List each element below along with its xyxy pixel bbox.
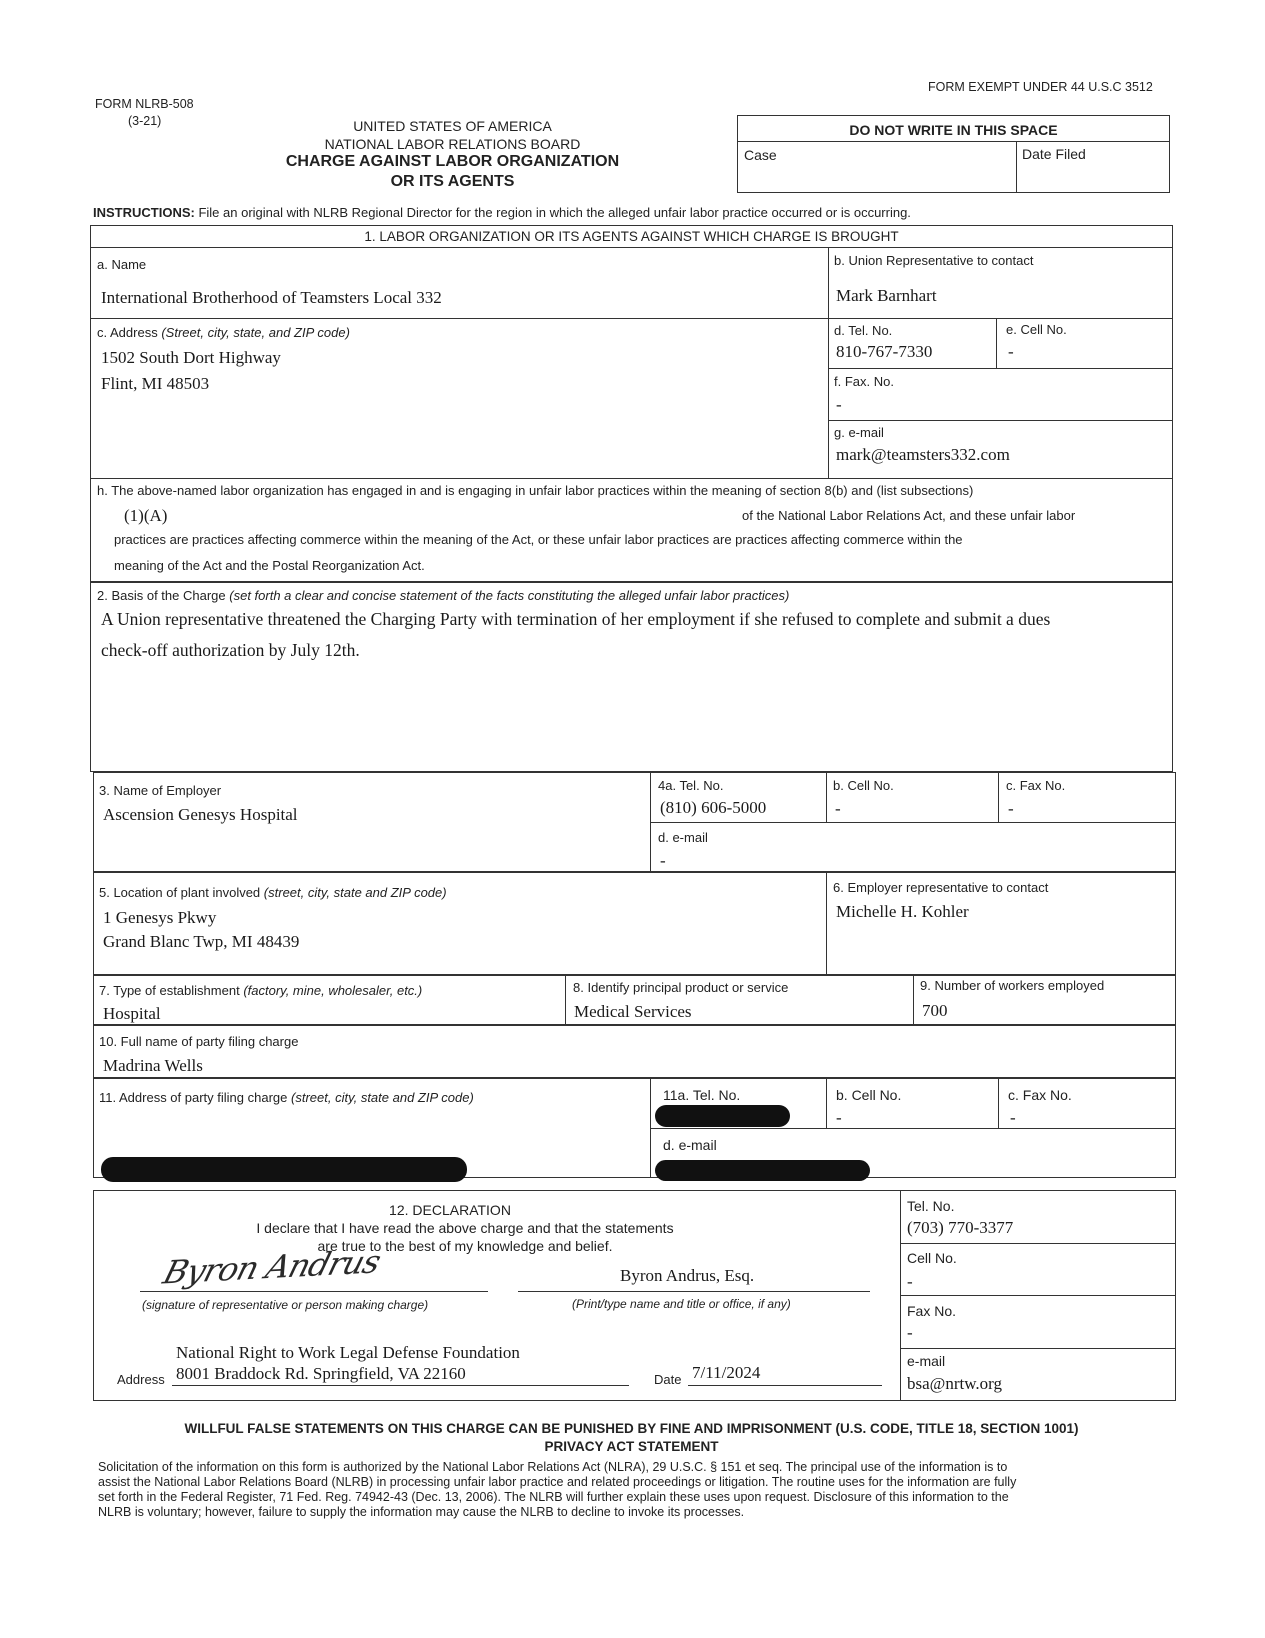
basis-label-text: 2. Basis of the Charge	[97, 588, 226, 603]
party-cell-label: b. Cell No.	[836, 1087, 902, 1103]
union-rep-value[interactable]: Mark Barnhart	[836, 286, 937, 305]
union-address-line1[interactable]: 1502 South Dort Highway	[101, 348, 281, 367]
party-tel-redaction	[655, 1105, 790, 1127]
section-h-divider	[90, 478, 1173, 479]
plant-location-line1[interactable]: 1 Genesys Pkwy	[103, 908, 217, 927]
privacy-act-title: PRIVACY ACT STATEMENT	[544, 1439, 719, 1454]
party-fax-label: c. Fax No.	[1008, 1087, 1072, 1103]
signer-name-value[interactable]: Byron Andrus, Esq.	[620, 1266, 755, 1285]
union-address-label-text: c. Address	[97, 325, 158, 340]
declarant-email-label: e-mail	[907, 1353, 946, 1369]
filer-organization-value[interactable]: National Right to Work Legal Defense Foundation	[176, 1343, 520, 1362]
employer-name-value[interactable]: Ascension Genesys Hospital	[103, 805, 298, 824]
party-name-box	[93, 1025, 1176, 1078]
basis-hint: (set forth a clear and concise statement of the facts constituting the alleged unfair labor practices)	[229, 588, 790, 603]
date-filed-label: Date Filed	[1022, 146, 1086, 162]
employer-tel-value[interactable]: (810) 606-5000	[660, 798, 767, 817]
employer-row-divider	[650, 822, 1176, 823]
office-use-column-divider	[1016, 141, 1017, 193]
party-tel-label: 11a. Tel. No.	[663, 1087, 741, 1103]
plant-location-label	[99, 885, 447, 900]
declarant-cell-value[interactable]: -	[907, 1272, 913, 1291]
declaration-date-value[interactable]: 7/11/2024	[692, 1363, 761, 1382]
filer-address-label: Address	[117, 1372, 165, 1387]
employer-fax-label: c. Fax No.	[1006, 778, 1066, 793]
product-value[interactable]: Medical Services	[574, 1002, 692, 1021]
country-title: UNITED STATES OF AMERICA	[353, 118, 552, 134]
subsections-value[interactable]: (1)(A)	[124, 506, 168, 525]
signature-line	[140, 1291, 488, 1292]
declaration-date-label: Date	[654, 1372, 682, 1387]
party-address-hint: (street, city, state and ZIP code)	[291, 1090, 474, 1105]
declaration-text-line1: I declare that I have read the above charge and that the statements	[256, 1220, 674, 1236]
signature: Byron Andrus	[159, 1242, 385, 1292]
section1-heading: 1. LABOR ORGANIZATION OR ITS AGENTS AGAINST WHICH CHARGE IS BROUGHT	[364, 229, 899, 244]
employer-email-label: d. e-mail	[658, 830, 708, 845]
privacy-text-line4: NLRB is voluntary; however, failure to supply the information may cause the NLRB to decline to invoke its processes.	[98, 1505, 745, 1519]
employer-name-label: 3. Name of Employer	[99, 783, 222, 798]
tel-cell-divider	[996, 318, 997, 368]
establishment-type-label-text: 7. Type of establishment	[99, 983, 240, 998]
h-statement-line4: meaning of the Act and the Postal Reorganization Act.	[114, 558, 425, 573]
instructions	[93, 205, 911, 220]
establishment-type-value[interactable]: Hospital	[103, 1004, 161, 1023]
employer-rep-label: 6. Employer representative to contact	[833, 880, 1049, 895]
declaration-date-line	[688, 1385, 882, 1386]
union-address-label	[97, 325, 350, 340]
union-cell-label: e. Cell No.	[1006, 322, 1067, 337]
basis-text-line2[interactable]: check-off authorization by July 12th.	[101, 640, 360, 660]
union-address-line2[interactable]: Flint, MI 48503	[101, 374, 210, 393]
decl-fax-divider	[900, 1348, 1176, 1349]
establishment-col-divider2	[913, 975, 914, 1025]
h-statement-line1: h. The above-named labor organization has engaged in and is engaging in unfair labor practices within the meaning of section 8(b) and (list subsections)	[97, 483, 974, 498]
party-email-redaction	[655, 1160, 870, 1181]
basis-text-line1[interactable]: A Union representative threatened the Charging Party with termination of her employment if she refused to complete and submit a dues	[101, 609, 1051, 629]
false-statement-warning: WILLFUL FALSE STATEMENTS ON THIS CHARGE CAN BE PUNISHED BY FINE AND IMPRISONMENT (U.S. CODE, TITLE 18, SECTION 1001)	[184, 1421, 1079, 1436]
h-statement-line2: of the National Labor Relations Act, and these unfair labor	[742, 508, 1076, 523]
section1-box	[90, 225, 1173, 582]
union-name-value[interactable]: International Brotherhood of Teamsters Local 332	[101, 288, 442, 307]
party-name-value[interactable]: Madrina Wells	[103, 1056, 203, 1075]
privacy-text-line3: set forth in the Federal Register, 71 Fed. Reg. 74942-43 (Dec. 13, 2006). The NLRB will further explain these uses upon request. Disclosure of this information to the	[98, 1490, 1009, 1504]
declaration-text-line2: are true to the best of my knowledge and belief.	[317, 1238, 613, 1254]
party-address-label	[99, 1090, 474, 1105]
declarant-tel-label: Tel. No.	[907, 1198, 955, 1214]
party-name-label: 10. Full name of party filing charge	[99, 1034, 299, 1049]
instructions-text: File an original with NLRB Regional Director for the region in which the alleged unfair labor practice occurred or is occurring.	[198, 205, 911, 220]
union-rep-label: b. Union Representative to contact	[834, 253, 1034, 268]
filer-address-value[interactable]: 8001 Braddock Rd. Springfield, VA 22160	[176, 1364, 466, 1383]
party-col-divider2	[826, 1078, 827, 1128]
basis-label	[97, 588, 789, 603]
union-address-hint: (Street, city, state, and ZIP code)	[161, 325, 350, 340]
case-label: Case	[744, 147, 777, 163]
form-number: FORM NLRB-508	[95, 97, 194, 111]
declarant-cell-label: Cell No.	[907, 1250, 957, 1266]
workers-value[interactable]: 700	[922, 1001, 948, 1020]
office-use-divider	[737, 141, 1170, 142]
union-fax-label: f. Fax. No.	[834, 374, 894, 389]
plant-location-label-text: 5. Location of plant involved	[99, 885, 261, 900]
declarant-email-value[interactable]: bsa@nrtw.org	[907, 1374, 1002, 1393]
declarant-fax-label: Fax No.	[907, 1303, 957, 1319]
employer-col-divider3	[998, 772, 999, 822]
filer-address-line	[172, 1385, 629, 1386]
form-title-line2: OR ITS AGENTS	[390, 173, 515, 190]
employer-tel-label: 4a. Tel. No.	[658, 778, 724, 793]
h-statement-line3: practices are practices affecting commerce within the meaning of the Act, or these unfair labor practices are practices affecting commerce within the	[114, 532, 963, 547]
employer-col-divider2	[826, 772, 827, 822]
party-address-label-text: 11. Address of party filing charge	[99, 1090, 288, 1105]
party-email-label: d. e-mail	[663, 1137, 717, 1153]
signature-caption: (signature of representative or person making charge)	[142, 1298, 429, 1312]
signer-name-caption: (Print/type name and title or office, if any)	[572, 1297, 791, 1311]
union-fax-value[interactable]: -	[836, 395, 842, 414]
establishment-type-label	[99, 983, 422, 998]
employer-fax-value[interactable]: -	[1008, 799, 1014, 818]
party-col-divider3	[998, 1078, 999, 1128]
establishment-col-divider1	[565, 975, 566, 1025]
union-tel-label: d. Tel. No.	[834, 323, 893, 338]
email-divider	[828, 420, 1173, 421]
union-cell-value[interactable]: -	[1008, 342, 1014, 361]
privacy-text-line2: assist the National Labor Relations Board (NLRB) in processing unfair labor practice and related proceedings or litigation. The routine uses for the information are fully	[98, 1475, 1017, 1489]
union-tel-value[interactable]: 810-767-7330	[836, 342, 933, 361]
employer-rep-value[interactable]: Michelle H. Kohler	[836, 902, 969, 921]
plant-location-line2[interactable]: Grand Blanc Twp, MI 48439	[103, 932, 300, 951]
party-row-divider	[650, 1128, 1176, 1129]
establishment-type-hint: (factory, mine, wholesaler, etc.)	[243, 983, 423, 998]
union-email-label: g. e-mail	[834, 425, 884, 440]
union-name-label: a. Name	[97, 257, 147, 272]
declarant-tel-value[interactable]: (703) 770-3377	[907, 1218, 1014, 1237]
decl-cell-divider	[900, 1295, 1176, 1296]
form-revision: (3-21)	[128, 114, 162, 128]
product-label: 8. Identify principal product or service	[573, 980, 789, 995]
declaration-heading: 12. DECLARATION	[389, 1202, 511, 1218]
signer-name-line	[518, 1291, 870, 1292]
decl-tel-divider	[900, 1243, 1176, 1244]
instructions-label: INSTRUCTIONS:	[93, 205, 195, 220]
declarant-fax-value[interactable]: -	[907, 1323, 913, 1342]
location-col-divider	[826, 872, 827, 975]
section1-column-divider	[828, 247, 829, 478]
fax-divider	[828, 368, 1173, 369]
workers-label: 9. Number of workers employed	[920, 978, 1105, 993]
office-use-title: DO NOT WRITE IN THIS SPACE	[849, 122, 1058, 138]
form-exempt-notice: FORM EXEMPT UNDER 44 U.S.C 3512	[928, 80, 1153, 94]
section1-row-divider	[90, 318, 1173, 319]
agency-title: NATIONAL LABOR RELATIONS BOARD	[324, 136, 581, 152]
section1-heading-divider	[90, 247, 1173, 248]
party-fax-value[interactable]: -	[1010, 1108, 1016, 1127]
employer-email-value[interactable]: -	[660, 851, 666, 870]
party-cell-value[interactable]: -	[836, 1108, 842, 1127]
party-address-redaction	[101, 1157, 467, 1182]
employer-cell-value[interactable]: -	[835, 799, 841, 818]
form-title-line1: CHARGE AGAINST LABOR ORGANIZATION	[285, 153, 620, 170]
union-email-value[interactable]: mark@teamsters332.com	[836, 445, 1010, 464]
privacy-text-line1: Solicitation of the information on this form is authorized by the National Labor Relations Act (NLRA), 29 U.S.C. § 151 et seq. The principal use of the information is to	[98, 1460, 1008, 1474]
plant-location-hint: (street, city, state and ZIP code)	[263, 885, 447, 900]
employer-cell-label: b. Cell No.	[833, 778, 894, 793]
